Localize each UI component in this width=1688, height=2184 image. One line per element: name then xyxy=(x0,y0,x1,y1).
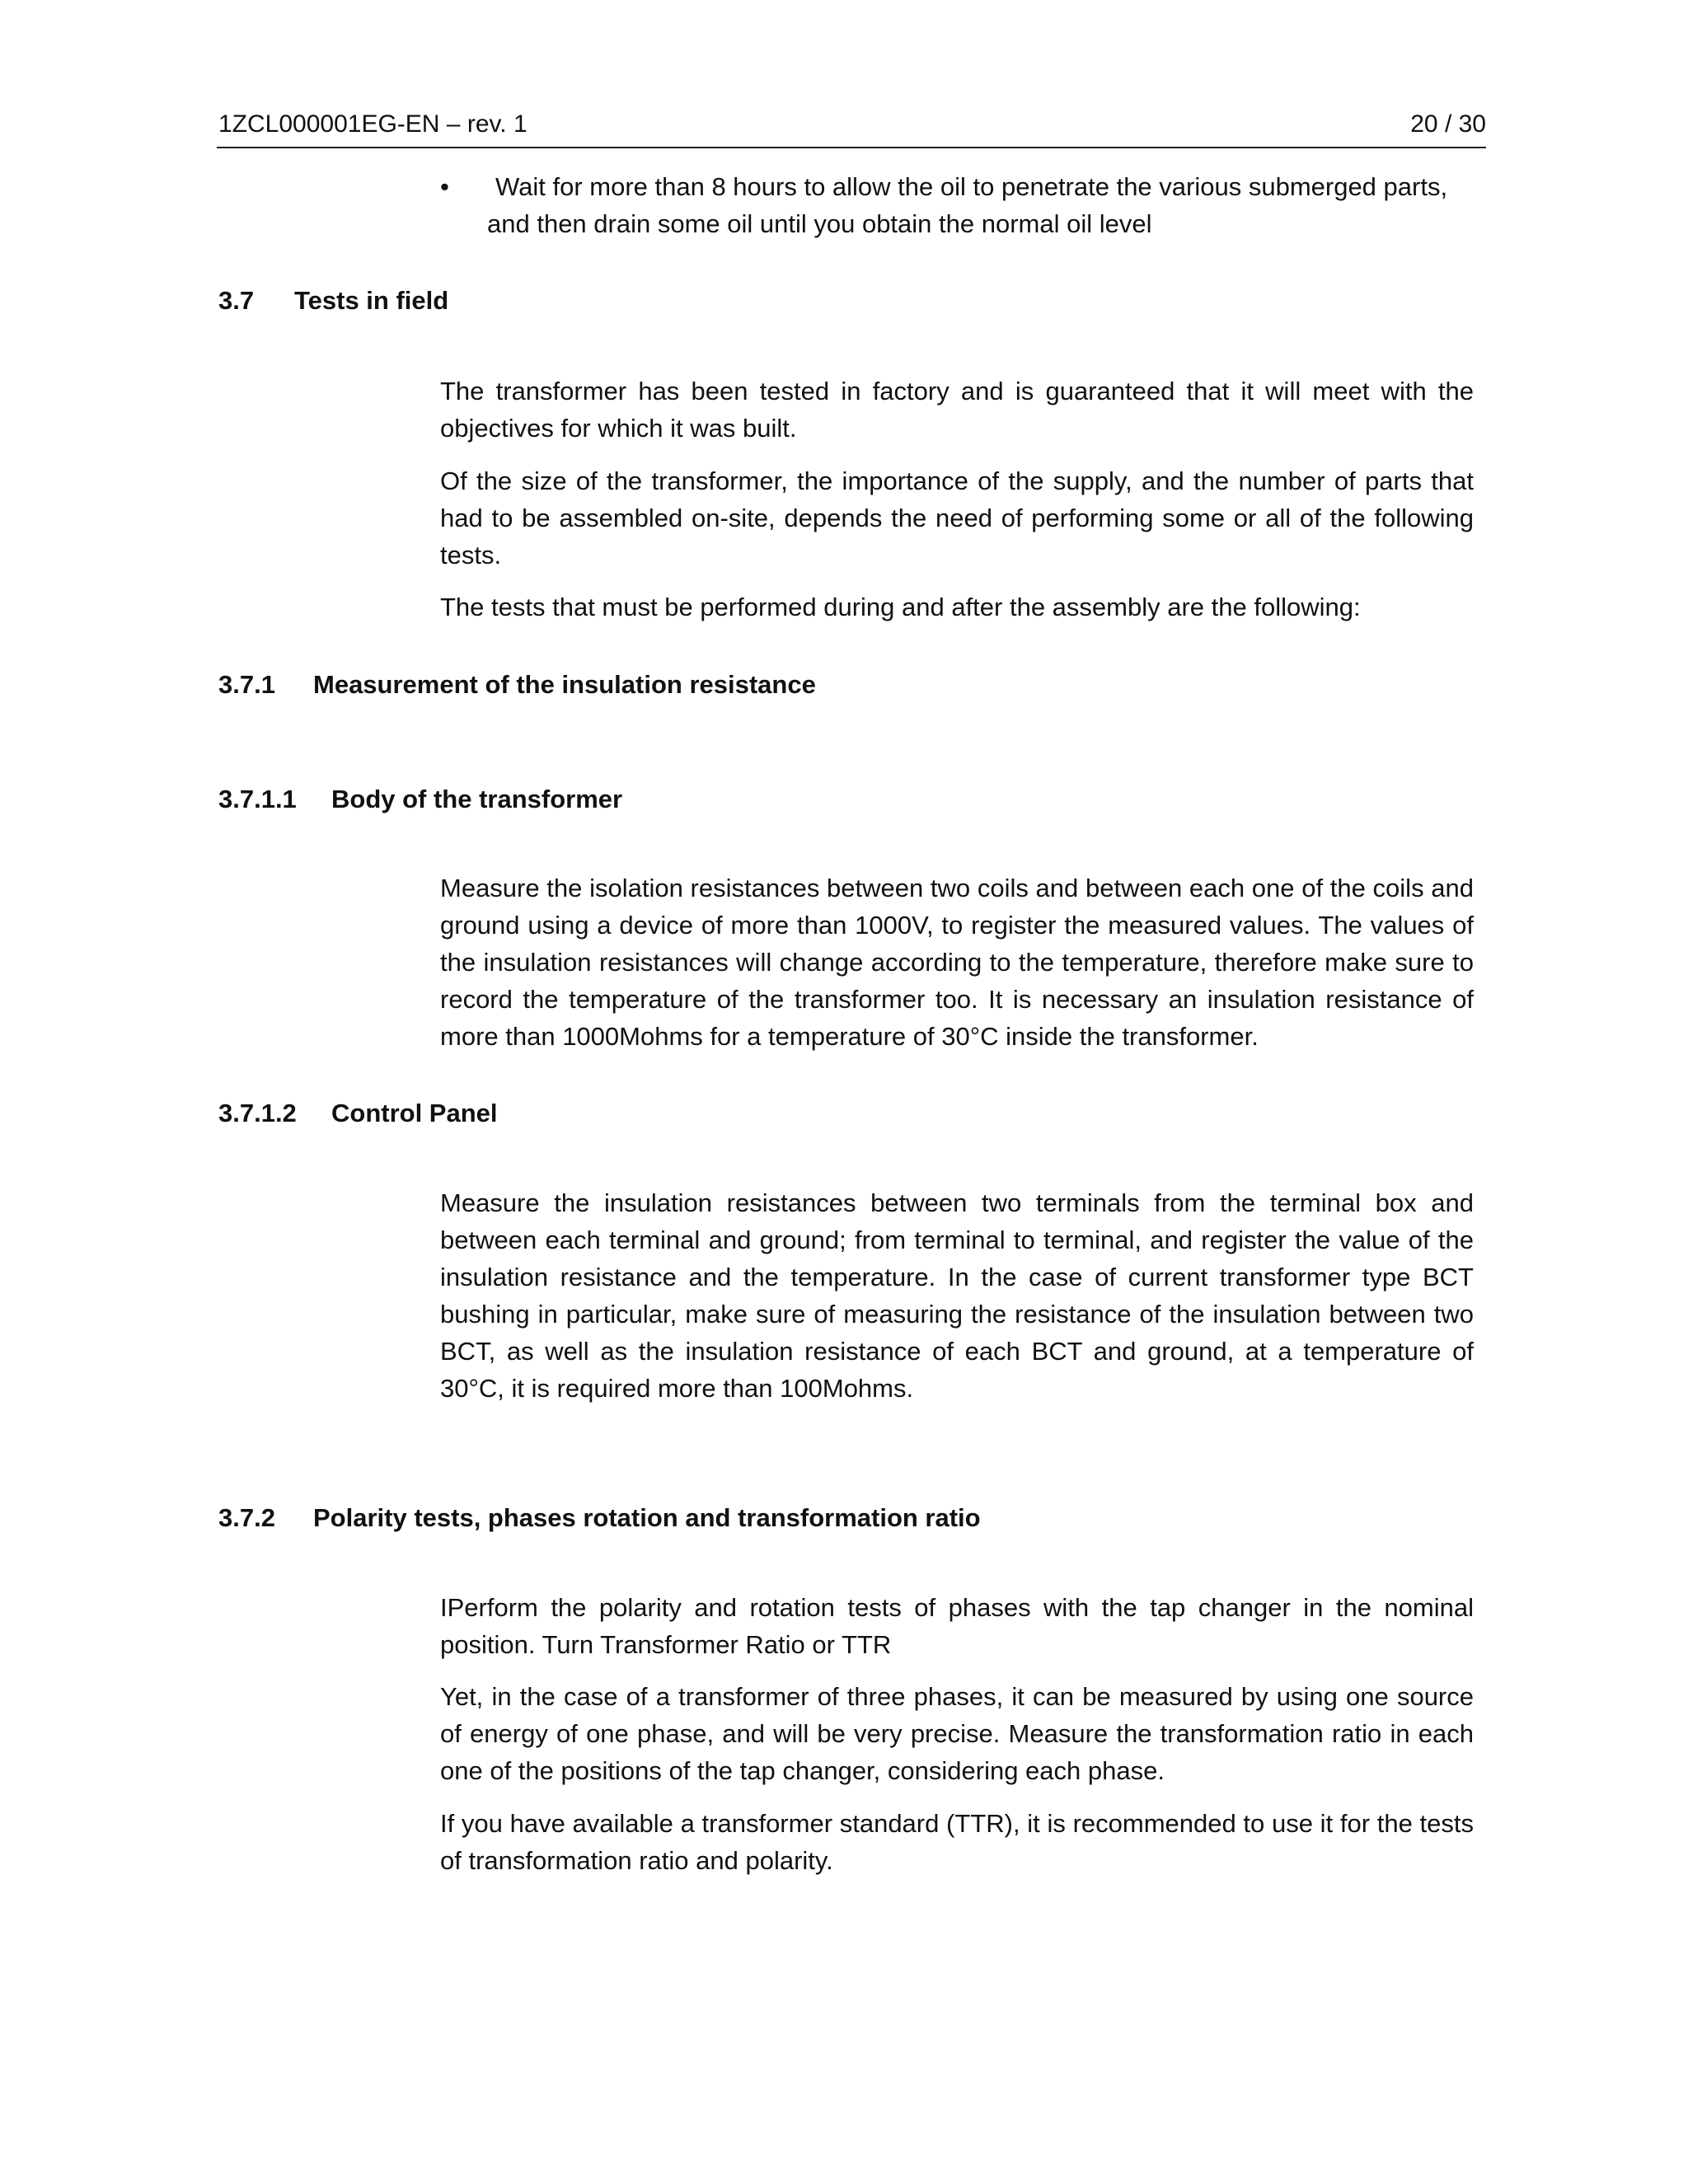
section-number: 3.7.1 xyxy=(218,670,275,699)
page-header xyxy=(217,104,1486,148)
section-number: 3.7 xyxy=(218,286,255,315)
paragraph: Measure the insulation resistances between two terminals from the terminal box and between each terminal and ground; from terminal to terminal, and register the value of the insulation resistance and the temperature. In the case of current transformer type BCT bushing in particular, make sure of measuring the resistance of the insulation between two BCT, as well as the insulation resistance of each BCT and ground, at a temperature of 30°C, it is required more than 100Mohms. xyxy=(440,1188,1474,1403)
section-heading-3-7 xyxy=(218,282,448,319)
paragraph: Yet, in the case of a transformer of three phases, it can be measured by using one source of energy of one phase, and will be very precise. Measure the transformation ratio in each one of the positions of the tap changer, considering each phase. xyxy=(440,1682,1474,1785)
paragraph: Of the size of the transformer, the importance of the supply, and the number of parts that had to be assembled on-site, depends the need of performing some or all of the following tests. xyxy=(440,466,1474,569)
bullet-text: Wait for more than 8 hours to allow the oil to penetrate the various submerged parts, and then drain some oil until you obtain the normal oil level xyxy=(487,172,1448,238)
section-title: Measurement of the insulation resistance xyxy=(313,670,816,699)
section-title: Control Panel xyxy=(331,1099,498,1127)
section-number: 3.7.1.2 xyxy=(218,1099,297,1127)
section-number: 3.7.1.1 xyxy=(218,785,297,813)
section-number: 3.7.2 xyxy=(218,1503,275,1532)
section-title: Polarity tests, phases rotation and transformation ratio xyxy=(313,1503,981,1532)
section-title: Tests in field xyxy=(294,286,449,315)
paragraph: Measure the isolation resistances between two coils and between each one of the coils and ground using a device of more than 1000V, to register the measured values. The values of the insulation resistances will change according to the temperature, therefore make sure to record the temperature of the transformer too. It is necessary an insulation resistance of more than 1000Mohms for a temperature of 30°C inside the transformer. xyxy=(440,874,1474,1051)
bullet-symbol: • xyxy=(440,172,449,201)
document-id: 1ZCL000001EG-EN – rev. 1 xyxy=(218,110,528,138)
paragraph: If you have available a transformer standard (TTR), it is recommended to use it for the tests of transformation ratio and polarity. xyxy=(440,1809,1474,1875)
section-heading-3-7-1-1 xyxy=(218,780,622,818)
section-title: Body of the transformer xyxy=(331,785,623,813)
section-heading-3-7-2 xyxy=(218,1499,981,1536)
bullet-list-item xyxy=(440,168,1474,242)
paragraph: IPerform the polarity and rotation tests of phases with the tap changer in the nominal position. Turn Transformer Ratio or TTR xyxy=(440,1593,1474,1659)
section-heading-3-7-1-2 xyxy=(218,1094,498,1132)
paragraph: The transformer has been tested in factory and is guaranteed that it will meet with the objectives for which it was built. xyxy=(440,377,1474,443)
page-number: 20 / 30 xyxy=(1410,110,1486,138)
paragraph: The tests that must be performed during and after the assembly are the following: xyxy=(440,593,1361,621)
section-heading-3-7-1 xyxy=(218,666,816,703)
